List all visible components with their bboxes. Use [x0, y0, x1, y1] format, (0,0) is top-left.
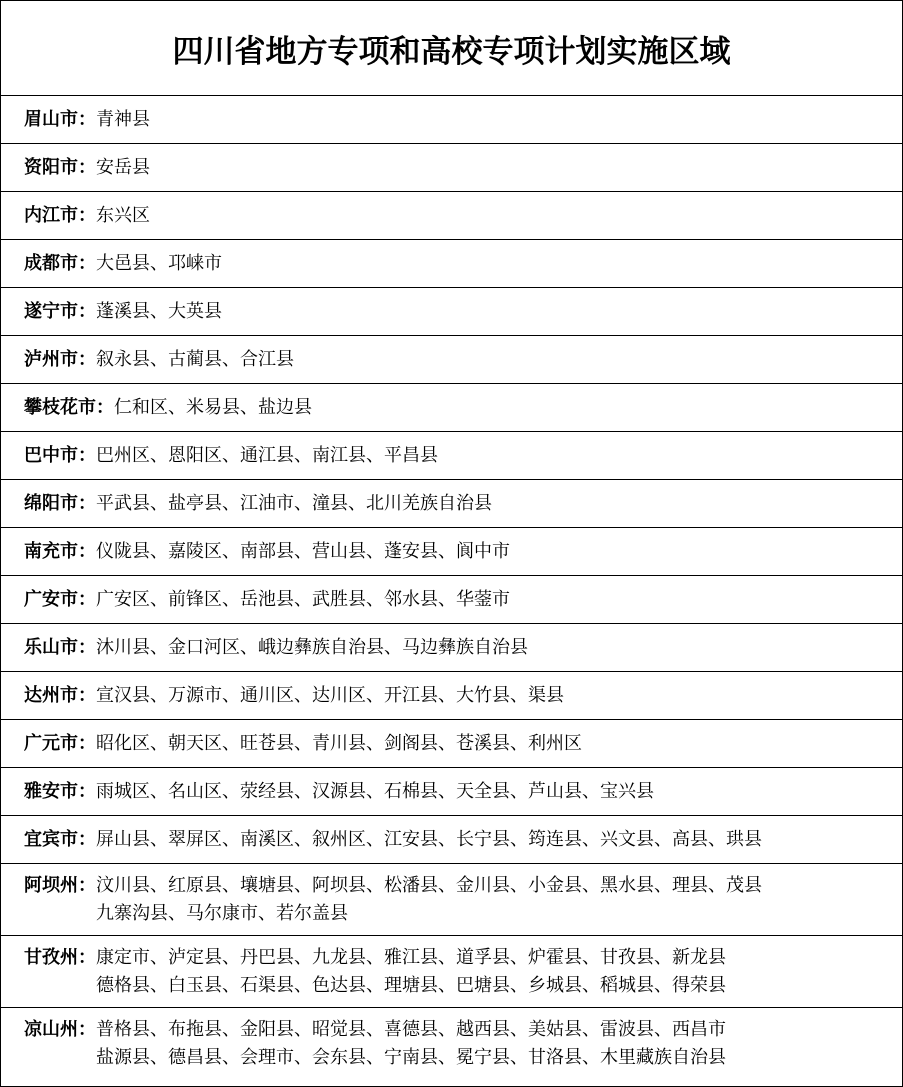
area-list: [96, 1016, 726, 1072]
area-list: [96, 730, 582, 758]
city-label: 宜宾市：: [24, 829, 96, 850]
area-list: [96, 442, 438, 470]
city-label: 资阳市：: [24, 157, 96, 178]
area-list: [96, 872, 762, 928]
city-label: 阿坝州：: [24, 875, 96, 896]
table-row: [1, 816, 902, 864]
table-row: [1, 576, 902, 624]
area-list: [96, 346, 294, 374]
city-label: 南充市：: [24, 541, 96, 562]
table-row: [1, 1008, 902, 1080]
city-label: 遂宁市：: [24, 301, 96, 322]
table-row: [1, 768, 902, 816]
table-row: [1, 480, 902, 528]
area-line: 东兴区: [96, 205, 150, 226]
area-line: 昭化区、朝天区、旺苍县、青川县、剑阁县、苍溪县、利州区: [96, 733, 582, 754]
city-label: 泸州市：: [24, 349, 96, 370]
area-line: 雨城区、名山区、荥经县、汉源县、石棉县、天全县、芦山县、宝兴县: [96, 781, 654, 802]
area-list: [114, 394, 312, 422]
area-line: 大邑县、邛崃市: [96, 253, 222, 274]
area-list: [96, 944, 726, 1000]
area-list: [96, 778, 654, 806]
city-label: 雅安市：: [24, 781, 96, 802]
city-label: 内江市：: [24, 205, 96, 226]
area-line: 沐川县、金口河区、峨边彝族自治县、马边彝族自治县: [96, 637, 528, 658]
city-label: 攀枝花市：: [24, 397, 114, 418]
area-line: 青神县: [96, 109, 150, 130]
table-row: [1, 336, 902, 384]
area-line: 宣汉县、万源市、通川区、达川区、开江县、大竹县、渠县: [96, 685, 564, 706]
city-label: 成都市：: [24, 253, 96, 274]
title-row: [1, 1, 902, 96]
table-row: [1, 240, 902, 288]
area-line: 巴州区、恩阳区、通江县、南江县、平昌县: [96, 445, 438, 466]
table-row: [1, 672, 902, 720]
city-label: 达州市：: [24, 685, 96, 706]
area-line: 蓬溪县、大英县: [96, 301, 222, 322]
table-row: [1, 192, 902, 240]
table-row: [1, 528, 902, 576]
city-label: 广元市：: [24, 733, 96, 754]
area-line: 安岳县: [96, 157, 150, 178]
table-row: [1, 720, 902, 768]
table-row: [1, 288, 902, 336]
table-row: [1, 864, 902, 936]
area-list: [96, 154, 150, 182]
area-list: [96, 298, 222, 326]
area-line: 康定市、泸定县、丹巴县、九龙县、雅江县、道孚县、炉霍县、甘孜县、新龙县: [96, 947, 726, 968]
table-row: [1, 432, 902, 480]
area-line: 九寨沟县、马尔康市、若尔盖县: [96, 903, 348, 924]
table-row: [1, 384, 902, 432]
city-label: 绵阳市：: [24, 493, 96, 514]
area-line: 屏山县、翠屏区、南溪区、叙州区、江安县、长宁县、筠连县、兴文县、高县、珙县: [96, 829, 762, 850]
area-line: 仁和区、米易县、盐边县: [114, 397, 312, 418]
city-label: 巴中市：: [24, 445, 96, 466]
table-row: [1, 624, 902, 672]
area-list: [96, 250, 222, 278]
area-list: [96, 106, 150, 134]
area-line: 德格县、白玉县、石渠县、色达县、理塘县、巴塘县、乡城县、稻城县、得荣县: [96, 975, 726, 996]
area-list: [96, 826, 762, 854]
area-line: 仪陇县、嘉陵区、南部县、营山县、蓬安县、阆中市: [96, 541, 510, 562]
city-label: 广安市：: [24, 589, 96, 610]
table-row: [1, 936, 902, 1008]
area-line: 盐源县、德昌县、会理市、会东县、宁南县、冕宁县、甘洛县、木里藏族自治县: [96, 1047, 726, 1068]
area-list: [96, 202, 150, 230]
area-line: 汶川县、红原县、壤塘县、阿坝县、松潘县、金川县、小金县、黑水县、理县、茂县: [96, 875, 762, 896]
table-row: [1, 144, 902, 192]
area-list: [96, 538, 510, 566]
area-line: 普格县、布拖县、金阳县、昭觉县、喜德县、越西县、美姑县、雷波县、西昌市: [96, 1019, 726, 1040]
page-title: 四川省地方专项和高校专项计划实施区域: [172, 33, 731, 70]
city-label: 乐山市：: [24, 637, 96, 658]
city-label: 眉山市：: [24, 109, 96, 130]
table-row: [1, 96, 902, 144]
city-label: 凉山州：: [24, 1019, 96, 1040]
area-list: [96, 586, 510, 614]
area-line: 叙永县、古蔺县、合江县: [96, 349, 294, 370]
area-list: [96, 682, 564, 710]
city-label: 甘孜州：: [24, 947, 96, 968]
area-list: [96, 634, 528, 662]
area-list: [96, 490, 492, 518]
area-line: 广安区、前锋区、岳池县、武胜县、邻水县、华蓥市: [96, 589, 510, 610]
area-line: 平武县、盐亭县、江油市、潼县、北川羌族自治县: [96, 493, 492, 514]
